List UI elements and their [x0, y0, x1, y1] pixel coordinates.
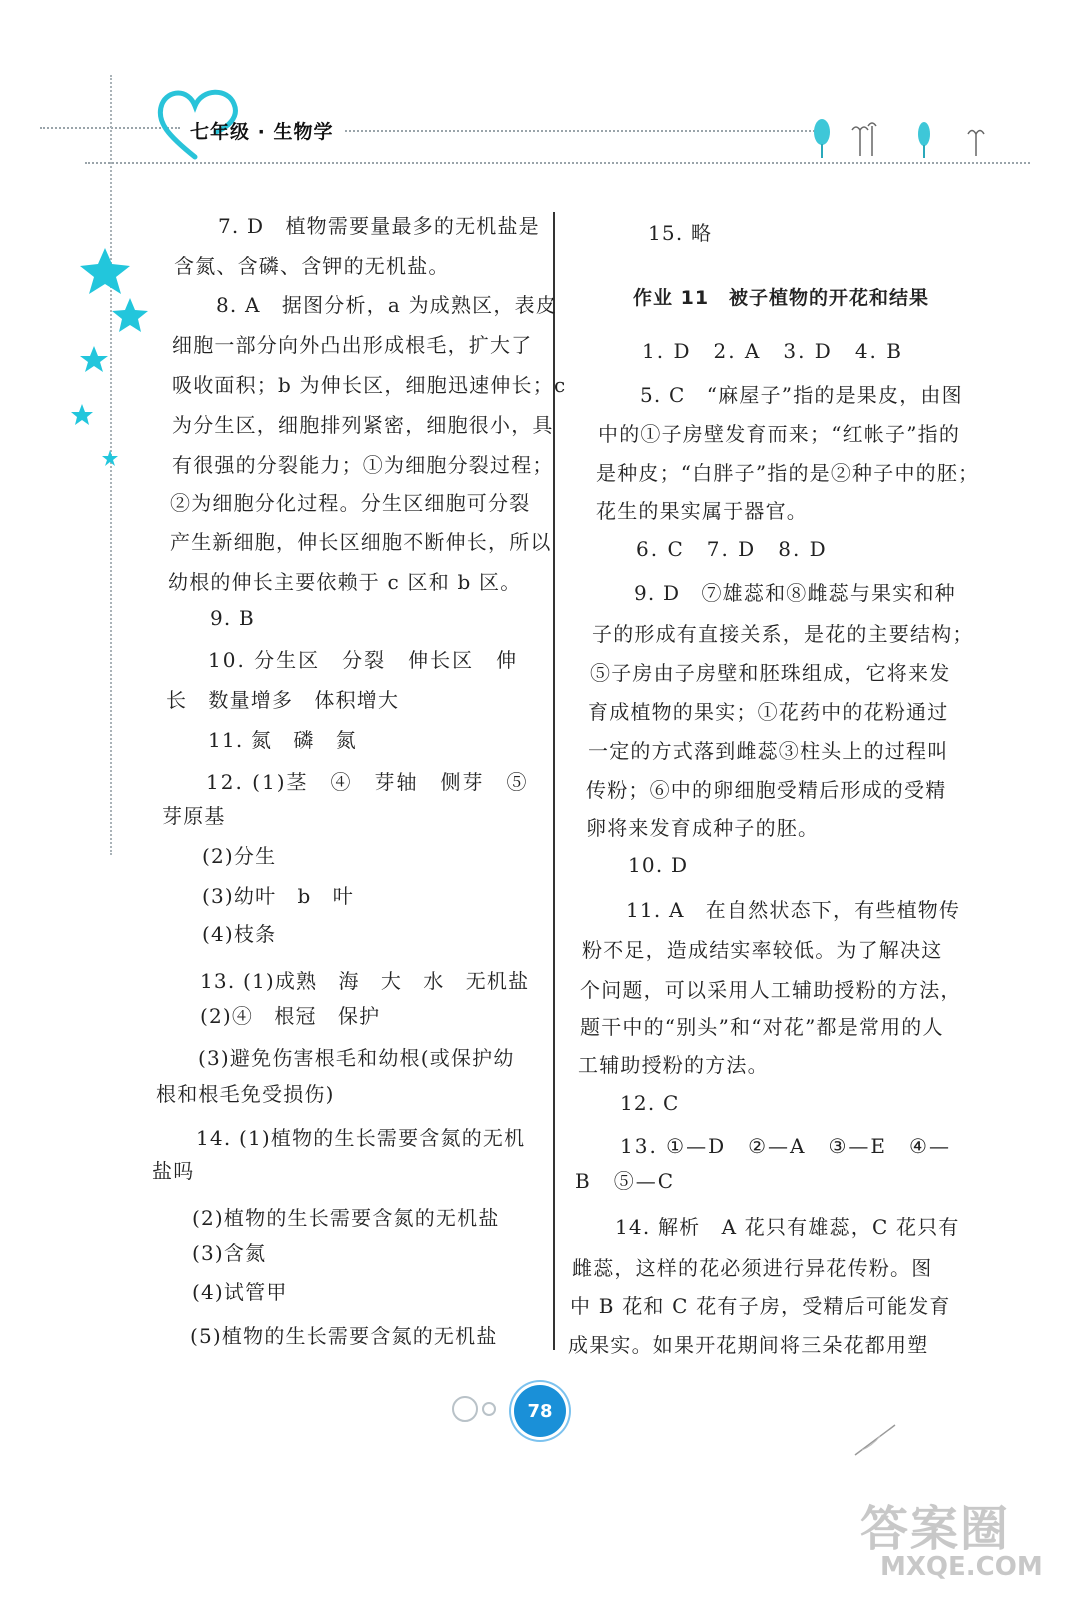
answer-8-line-5: 有很强的分裂能力；①为细胞分裂过程；	[172, 453, 554, 477]
answer-12-line-1: 12. (1)茎 ④ 芽轴 侧芽 ⑤	[206, 770, 529, 794]
answer-11-line-4: 题干中的“别头”和“对花”都是常用的人	[580, 1015, 944, 1039]
header-bottom-dotted-line	[85, 162, 1030, 164]
answer-11: 11. 氮 磷 氮	[208, 728, 357, 752]
answer-8-line-3: 吸收面积；b 为伸长区，细胞迅速伸长；c	[172, 373, 567, 397]
answer-9-line-4: 育成植物的果实；①花药中的花粉通过	[588, 700, 949, 724]
answer-5-line-4: 花生的果实属于器官。	[596, 499, 808, 523]
answer-14-line-1: 14. (1)植物的生长需要含氮的无机	[196, 1126, 526, 1150]
answer-13-part-3-line-1: (3)避免伤害根毛和幼根(或保护幼	[198, 1046, 515, 1070]
answer-5-line-1: 5. C “麻屋子”指的是果皮，由图	[640, 383, 963, 407]
answer-12-part-3: (3)幼叶 b 叶	[202, 884, 354, 908]
answer-14-analysis-line-4: 成果实。如果开花期间将三朵花都用塑	[568, 1333, 929, 1357]
answer-14-line-2: 盐吗	[152, 1159, 195, 1183]
answer-8-line-2: 细胞一部分向外凸出形成根毛，扩大了	[172, 333, 533, 357]
star-decoration-icons	[60, 240, 160, 480]
header-title: 七年级 · 生物学	[190, 121, 334, 143]
answer-9-line-5: 一定的方式落到雌蕊③柱头上的过程叫	[588, 739, 949, 763]
answer-9: 9. B	[210, 606, 255, 630]
pen-sketch-icon	[850, 1420, 900, 1460]
watermark-url: MXQE.COM	[880, 1552, 1043, 1582]
answer-8-line-4: 为分生区，细胞排列紧密，细胞很小，具	[172, 413, 554, 437]
answer-11-line-2: 粉不足，造成结实率较低。为了解决这	[582, 938, 943, 962]
answer-9-line-2: 子的形成有直接关系，是花的主要结构；	[592, 622, 974, 646]
answer-14-part-3: (3)含氮	[192, 1241, 267, 1265]
answer-11-line-1: 11. A 在自然状态下，有些植物传	[626, 898, 961, 922]
answer-13-part-2: (2)④ 根冠 保护	[200, 1004, 381, 1028]
answer-13-line-1: 13. ①—D ②—A ③—E ④—	[620, 1134, 951, 1158]
answer-15: 15. 略	[648, 221, 713, 245]
section-heading: 作业 11 被子植物的开花和结果	[633, 287, 930, 309]
page-number-ring-decoration	[452, 1396, 478, 1422]
answer-5-line-2: 中的①子房壁发育而来；“红帐子”指的	[598, 422, 961, 446]
answer-9-line-1: 9. D ⑦雄蕊和⑧雌蕊与果实和种	[634, 581, 956, 605]
answer-12-part-4: (4)枝条	[202, 922, 277, 946]
answer-8-line-8: 幼根的伸长主要依赖于 c 区和 b 区。	[168, 570, 522, 594]
answer-8-line-7: 产生新细胞，伸长区细胞不断伸长，所以	[170, 530, 552, 554]
answer-9-line-7: 卵将来发育成种子的胚。	[586, 816, 820, 840]
answer-9-line-6: 传粉；⑥中的卵细胞受精后形成的受精	[586, 778, 947, 802]
answer-14-analysis-line-2: 雌蕊，这样的花必须进行异花传粉。图	[572, 1256, 933, 1280]
answer-7-line-1: 7. D 植物需要量最多的无机盐是	[218, 214, 540, 238]
flower-decoration-icon	[808, 112, 1008, 162]
answer-10-line-1: 10. 分生区 分裂 伸长区 伸	[208, 648, 519, 672]
answer-12-line-2: 芽原基	[162, 804, 226, 828]
answer-11-line-5: 工辅助授粉的方法。	[578, 1053, 769, 1077]
header-top-dotted-line-right	[345, 130, 815, 132]
answer-11-line-3: 个问题，可以采用人工辅助授粉的方法，	[580, 978, 962, 1002]
answer-14-analysis-line-3: 中 B 花和 C 花有子房，受精后可能发育	[570, 1294, 951, 1318]
answer-14-part-4: (4)试管甲	[192, 1280, 288, 1304]
answers-6-8: 6. C 7. D 8. D	[636, 537, 828, 561]
answer-5-line-3: 是种皮；“白胖子”指的是②种子中的胚；	[596, 461, 980, 485]
answer-7-line-2: 含氮、含磷、含钾的无机盐。	[174, 254, 450, 278]
answer-9-line-3: ⑤子房由子房壁和胚珠组成，它将来发	[590, 661, 951, 685]
answers-1-4: 1. D 2. A 3. D 4. B	[642, 339, 903, 363]
answer-10: 10. D	[628, 853, 689, 877]
page-number-dot-decoration	[482, 1402, 496, 1416]
answer-8-line-1: 8. A 据图分析，a 为成熟区，表皮	[216, 293, 557, 317]
page-number: 78	[514, 1385, 566, 1437]
answer-8-line-6: ②为细胞分化过程。分生区细胞可分裂	[170, 491, 531, 515]
watermark-logo: 答案圈	[860, 1501, 1011, 1557]
answer-14-part-5: (5)植物的生长需要含氮的无机盐	[190, 1324, 498, 1348]
answer-13-line-2: B ⑤—C	[575, 1169, 675, 1193]
answer-14-part-2: (2)植物的生长需要含氮的无机盐	[192, 1206, 500, 1230]
answer-12-part-2: (2)分生	[202, 844, 277, 868]
answer-14-analysis-line-1: 14. 解析 A 花只有雄蕊，C 花只有	[615, 1215, 960, 1239]
answer-13-line-1: 13. (1)成熟 海 大 水 无机盐	[200, 969, 530, 993]
answer-10-line-2: 长 数量增多 体积增大	[166, 688, 400, 712]
answer-12: 12. C	[620, 1091, 680, 1115]
answer-13-part-3-line-2: 根和根毛免受损伤)	[156, 1082, 335, 1106]
